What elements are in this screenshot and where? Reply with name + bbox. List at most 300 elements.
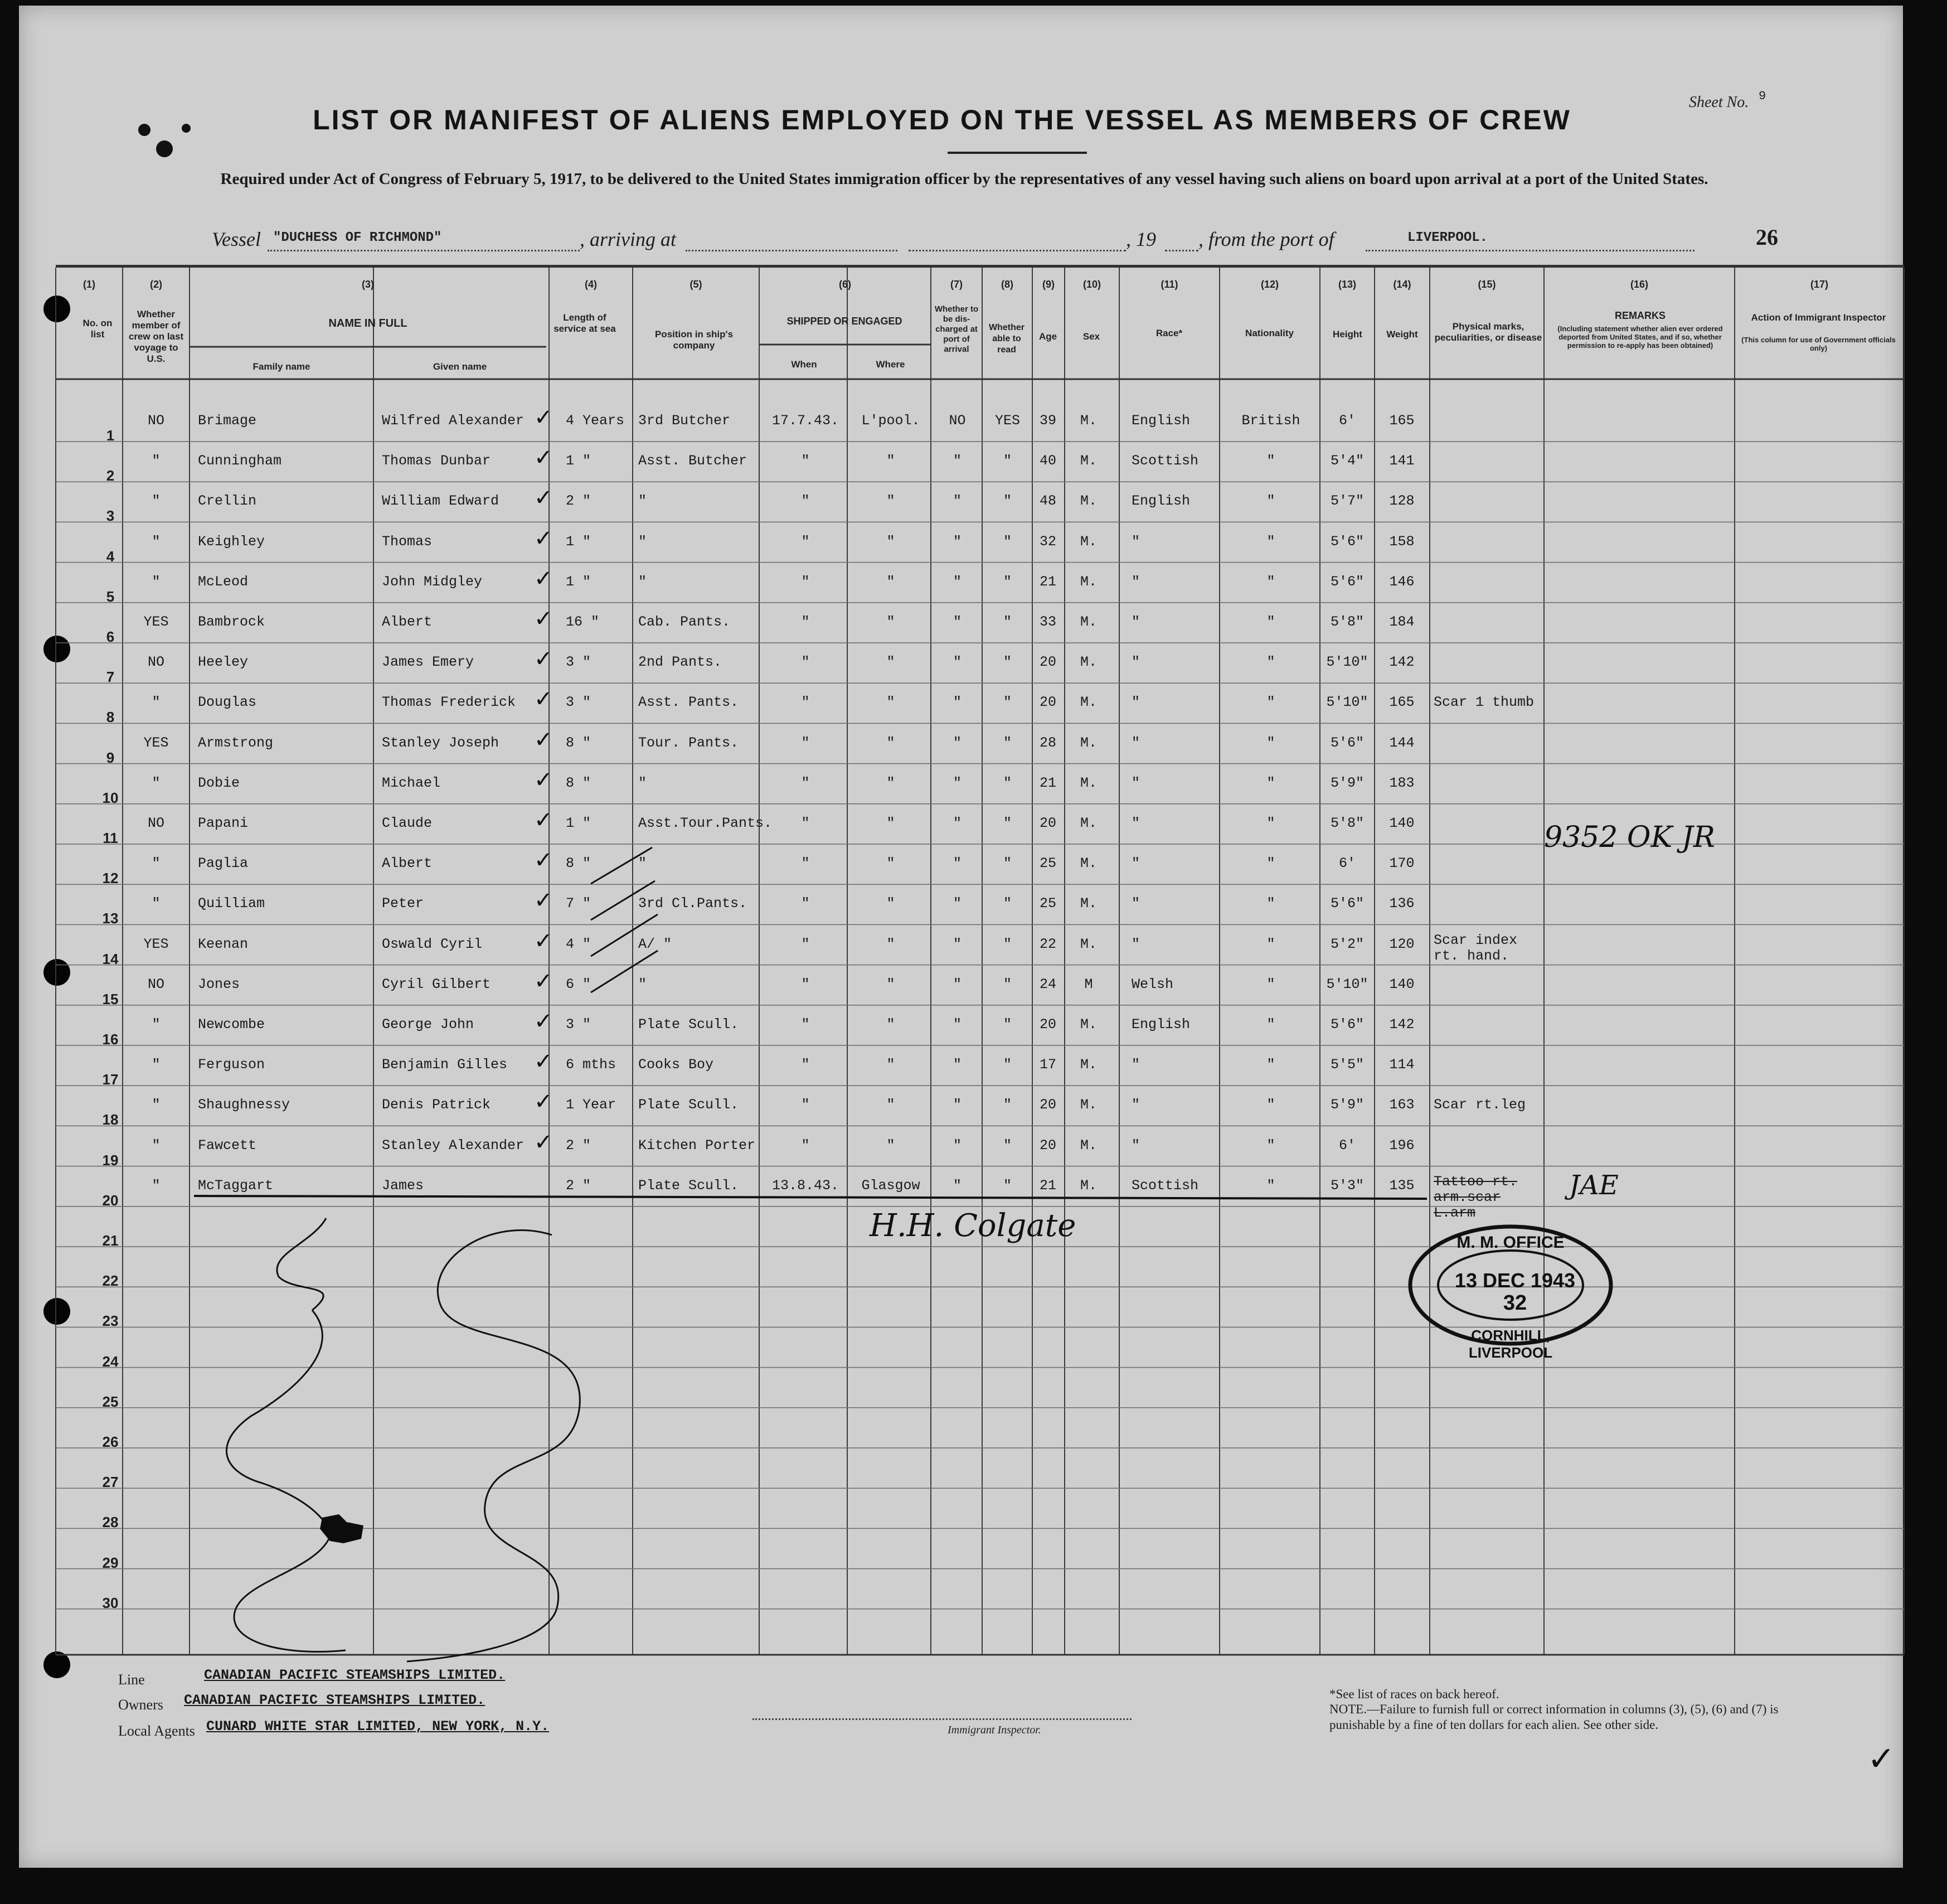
owners-label: Owners [118,1697,163,1713]
age-cell: 24 [1039,976,1056,992]
weight-cell: 184 [1389,614,1415,630]
able-read-cell: " [1003,855,1012,872]
weight-cell: 128 [1389,493,1415,510]
able-read-cell: " [1003,936,1012,952]
length-service-cell: 1 " [566,533,591,550]
sex-cell: M. [1080,815,1097,831]
length-service-cell: 1 " [566,815,591,831]
age-cell: 25 [1039,855,1056,872]
family-name-cell: Douglas [198,694,257,711]
race-cell: " [1132,1057,1140,1073]
shipped-where-cell: " [886,1016,895,1033]
race-cell: " [1132,694,1140,711]
sex-cell: M [1084,976,1093,992]
whether-crew-cell: " [152,1137,161,1154]
row-number: 8 [106,709,115,726]
position-cell: Asst. Pants. [638,694,739,711]
race-cell: " [1132,855,1140,872]
weight-cell: 136 [1389,895,1415,912]
line-label: Line [118,1672,145,1688]
header-physical: Physical marks, peculiarities, or disease [1434,321,1542,343]
weight-cell: 196 [1389,1137,1415,1154]
stamp-top: M. M. OFFICE [1456,1233,1565,1252]
race-cell: " [1132,573,1140,590]
age-cell: 48 [1039,493,1056,510]
family-name-cell: Brimage [198,413,257,429]
physical-marks-cell: Tattoo rt. arm.scar L.arm [1434,1173,1518,1221]
row-number: 3 [106,507,115,525]
able-read-cell: " [1003,815,1012,831]
sex-cell: M. [1080,774,1097,791]
able-read-cell: " [1003,1177,1012,1194]
age-cell: 32 [1039,533,1056,550]
height-cell: 5'9" [1330,1097,1364,1113]
position-cell: " [638,573,647,590]
height-cell: 6' [1338,855,1356,872]
able-read-cell: " [1003,895,1012,912]
sex-cell: M. [1080,855,1097,872]
checkmark-icon: ✓ [534,807,553,833]
column-number: (14) [1393,279,1411,290]
whether-crew-cell: " [152,1016,161,1033]
family-name-cell: McTaggart [198,1177,274,1194]
shipped-where-cell: " [886,734,895,751]
inspector-label: Immigrant Inspector. [948,1724,1041,1736]
shipped-where-cell: " [886,895,895,912]
race-cell: " [1132,734,1140,751]
whether-crew-cell: " [152,694,161,711]
shipped-when-cell: " [801,654,810,671]
able-read-cell: " [1003,453,1012,469]
checkmark-icon: ✓ [534,1009,553,1034]
shipped-when-cell: " [801,1097,810,1113]
given-name-cell: John Midgley [382,573,483,590]
column-number: (2) [150,279,162,290]
shipped-when-cell: " [801,694,810,711]
height-cell: 6' [1338,1137,1356,1154]
family-name-cell: Papani [198,815,249,831]
able-read-cell: " [1003,533,1012,550]
shipped-where-cell: " [886,533,895,550]
nationality-cell: " [1266,1016,1275,1033]
nationality-cell: " [1266,734,1275,751]
whether-crew-cell: NO [147,976,164,992]
sex-cell: M. [1080,1137,1097,1154]
length-service-cell: 1 " [566,453,591,469]
age-cell: 40 [1039,453,1056,469]
length-service-cell: 7 " [566,895,591,912]
header-name-in-full: NAME IN FULL [328,317,407,330]
age-cell: 20 [1039,815,1056,831]
whether-crew-cell: " [152,1057,161,1073]
page-title: LIST OR MANIFEST OF ALIENS EMPLOYED ON THE VESSEL AS MEMBERS OF CREW [313,104,1571,135]
given-name-cell: Benjamin Gilles [382,1057,508,1073]
height-cell: 5'10" [1326,976,1368,992]
family-name-cell: McLeod [198,573,249,590]
given-name-cell: Albert [382,855,433,872]
row-number: 2 [106,467,115,485]
nationality-cell: " [1266,1057,1275,1073]
checkmark-icon: ✓ [534,405,553,430]
checkmark-icon: ✓ [534,847,553,874]
whether-crew-cell: " [152,855,161,872]
sex-cell: M. [1080,1177,1097,1194]
given-name-cell: George John [382,1016,474,1033]
whether-crew-cell: NO [147,654,164,671]
arriving-label: , arriving at [580,228,677,250]
weight-cell: 165 [1389,413,1415,429]
given-name-cell: Peter [382,895,424,912]
height-cell: 5'4" [1330,453,1364,469]
row-number: 28 [102,1514,119,1531]
checkmark-icon: ✓ [534,928,553,954]
physical-marks-cell: Scar 1 thumb [1434,694,1535,711]
shipped-where-cell: " [886,1137,895,1154]
age-cell: 28 [1039,734,1056,751]
year-label: , 19 [1126,228,1156,250]
strike-row-20 [194,1196,1427,1199]
age-cell: 20 [1039,694,1056,711]
age-cell: 39 [1039,413,1056,429]
height-cell: 5'6" [1330,533,1364,550]
sex-cell: M. [1080,1097,1097,1113]
discharged-cell: " [953,734,962,751]
row-number: 10 [102,789,119,806]
weight-cell: 170 [1389,855,1415,872]
sex-cell: M. [1080,573,1097,590]
race-cell: " [1132,815,1140,831]
given-name-cell: Thomas Frederick [382,694,516,711]
stamp-number: 32 [1503,1291,1527,1315]
race-cell: Welsh [1132,976,1174,992]
row-number: 22 [102,1272,119,1290]
whether-crew-cell: " [152,1177,161,1194]
length-service-cell: 2 " [566,493,591,510]
family-name-cell: Paglia [198,855,249,872]
age-cell: 21 [1039,573,1056,590]
checkmark-icon: ✓ [534,525,553,551]
physical-marks-cell: Scar index rt. hand. [1434,932,1518,964]
row-number: 20 [102,1191,119,1209]
shipped-when-cell: " [801,1137,810,1154]
length-service-cell: 4 Years [566,413,625,429]
shipped-where-cell: " [886,976,895,992]
whether-crew-cell: " [152,453,161,469]
header-nationality: Nationality [1245,328,1294,338]
shipped-when-cell: " [801,533,810,550]
column-number: (13) [1338,279,1356,290]
race-cell: " [1132,1097,1140,1113]
whether-crew-cell: YES [143,734,169,751]
able-read-cell: " [1003,654,1012,671]
shipped-where-cell: L'pool. [861,413,920,429]
row-number: 18 [102,1111,119,1128]
shipped-when-cell: " [801,855,810,872]
header-action: Action of Immigrant Inspector [1751,312,1886,323]
shipped-where-cell: " [886,815,895,831]
sheet-label: Sheet No. [1689,94,1749,111]
position-cell: Plate Scull. [638,1097,739,1113]
checkmark-icon: ✓ [534,445,553,471]
height-cell: 5'7" [1330,493,1364,510]
height-cell: 5'8" [1330,614,1364,630]
column-number: (10) [1082,279,1101,290]
agents-label: Local Agents [118,1723,195,1739]
position-cell: " [638,774,647,791]
age-cell: 33 [1039,614,1056,630]
shipped-when-cell: " [801,815,810,831]
row-number: 17 [102,1071,119,1088]
family-name-cell: Armstrong [198,734,274,751]
discharged-cell: " [953,1057,962,1073]
row-number: 19 [102,1151,119,1169]
row-number: 6 [106,628,115,645]
length-service-cell: 6 mths [566,1057,616,1073]
whether-crew-cell: " [152,573,161,590]
family-name-cell: Ferguson [198,1057,265,1073]
discharged-cell: " [953,1137,962,1154]
column-number: (4) [585,279,597,290]
discharged-cell: " [953,453,962,469]
height-cell: 5'9" [1330,774,1364,791]
checkmark-icon: ✓ [534,646,553,672]
race-cell: " [1132,1137,1140,1154]
physical-marks-cell: Scar rt.leg [1434,1097,1526,1113]
header-given-name: Given name [433,361,487,372]
position-cell: " [638,493,647,510]
length-service-cell: 1 Year [566,1097,616,1113]
sex-cell: M. [1080,734,1097,751]
row-number: 14 [102,950,119,967]
sex-cell: M. [1080,614,1097,630]
sex-cell: M. [1080,493,1097,510]
age-cell: 20 [1039,1097,1056,1113]
checkmark-icon: ✓ [534,726,553,753]
height-cell: 6' [1338,413,1356,429]
sex-cell: M. [1080,1016,1097,1033]
nationality-cell: " [1266,533,1275,550]
sex-cell: M. [1080,413,1097,429]
row-number: 23 [102,1312,119,1330]
given-name-cell: Stanley Joseph [382,734,499,751]
port-name: LIVERPOOL. [1407,230,1488,245]
able-read-cell: " [1003,1097,1012,1113]
whether-crew-cell: YES [143,936,169,952]
given-name-cell: Claude [382,815,433,831]
column-number: (11) [1161,279,1178,290]
position-cell: 3rd Butcher [638,413,731,429]
shipped-where-cell: " [886,1057,895,1073]
ink-blot [320,1514,363,1543]
length-service-cell: 16 " [566,614,600,630]
nationality-cell: " [1266,1137,1275,1154]
whether-crew-cell: " [152,774,161,791]
height-cell: 5'8" [1330,815,1364,831]
whether-crew-cell: YES [143,614,169,630]
races-note: *See list of races on back hereof. [1329,1687,1499,1701]
checkmark-icon: ✓ [534,888,553,914]
weight-cell: 114 [1389,1057,1415,1073]
check-strokes [591,847,658,992]
row-number: 30 [102,1594,119,1611]
shipped-where-cell: " [886,774,895,791]
inspector-signature: H.H. Colgate [870,1208,1076,1244]
header-discharged: Whether to be dis- charged at port of arrival [934,304,979,354]
length-service-cell: 3 " [566,654,591,671]
length-service-cell: 3 " [566,694,591,711]
checkmark-icon: ✓ [534,485,553,511]
nationality-cell: " [1266,774,1275,791]
whether-crew-cell: NO [147,815,164,831]
shipped-when-cell: " [801,895,810,912]
row-number: 15 [102,990,119,1007]
shipped-when-cell: " [801,493,810,510]
age-cell: 20 [1039,1137,1056,1154]
height-cell: 5'6" [1330,895,1364,912]
row-number: 13 [102,910,119,927]
height-cell: 5'10" [1326,694,1368,711]
discharged-cell: NO [949,413,966,429]
weight-cell: 183 [1389,774,1415,791]
height-cell: 5'5" [1330,1057,1364,1073]
position-cell: " [638,533,647,550]
header-position: Position in ship's company [654,329,734,351]
family-name-cell: Crellin [198,493,257,510]
able-read-cell: " [1003,614,1012,630]
shipped-when-cell: " [801,573,810,590]
sheet-number: 26 [1756,225,1778,250]
column-number: (15) [1478,279,1496,290]
discharged-cell: " [953,855,962,872]
nationality-cell: " [1266,895,1275,912]
length-service-cell: 2 " [566,1177,591,1194]
given-name-cell: Thomas [382,533,433,550]
column-number: (8) [1001,279,1013,290]
weight-cell: 163 [1389,1097,1415,1113]
nationality-cell: " [1266,493,1275,510]
height-cell: 5'2" [1330,936,1364,952]
header-no-on-list: No. on list [82,318,113,340]
sex-cell: M. [1080,694,1097,711]
height-cell: 5'6" [1330,734,1364,751]
owners-value: CANADIAN PACIFIC STEAMSHIPS LIMITED. [184,1692,485,1708]
discharged-cell: " [953,533,962,550]
vessel-label: Vessel [212,228,261,250]
age-cell: 21 [1039,774,1056,791]
weight-cell: 120 [1389,936,1415,952]
weight-cell: 165 [1389,694,1415,711]
age-cell: 25 [1039,895,1056,912]
position-cell: Kitchen Porter [638,1137,756,1154]
stamp-date: 13 DEC 1943 [1454,1269,1576,1292]
sex-cell: M. [1080,1057,1097,1073]
age-cell: 17 [1039,1057,1056,1073]
race-cell: " [1132,533,1140,550]
length-service-cell: 6 " [566,976,591,992]
able-read-cell: " [1003,573,1012,590]
race-cell: Scottish [1132,1177,1199,1194]
able-read-cell: " [1003,493,1012,510]
stamp-bottom: CORNHILL, LIVERPOOL [1468,1327,1553,1361]
given-name-cell: Cyril Gilbert [382,976,491,992]
position-cell: Asst.Tour.Pants. [638,815,773,831]
shipped-where-cell: " [886,453,895,469]
shipped-when-cell: " [801,614,810,630]
header-where: Where [876,359,905,370]
discharged-cell: " [953,774,962,791]
checkmark-icon: ✓ [534,1129,553,1155]
agents-value: CUNARD WHITE STAR LIMITED, NEW YORK, N.Y. [206,1718,550,1735]
family-name-cell: Heeley [198,654,249,671]
sex-cell: M. [1080,654,1097,671]
height-cell: 5'3" [1330,1177,1364,1194]
column-number: (6) [839,279,851,290]
row-number: 5 [106,588,115,605]
sex-cell: M. [1080,936,1097,952]
nationality-cell: " [1266,1177,1275,1194]
family-name-cell: Newcombe [198,1016,265,1033]
sex-cell: M. [1080,895,1097,912]
discharged-cell: " [953,614,962,630]
nationality-cell: " [1266,694,1275,711]
checkmark-icon: ✓ [534,606,553,632]
shipped-where-cell: " [886,694,895,711]
nationality-cell: " [1266,976,1275,992]
given-name-cell: Oswald Cyril [382,936,483,952]
header-weight: Weight [1386,329,1418,340]
header-able-read: Whether able to read [989,323,1025,355]
position-cell: 3rd Cl.Pants. [638,895,747,912]
family-name-cell: Quilliam [198,895,265,912]
header-length-service: Length of service at sea [553,312,616,334]
nationality-cell: " [1266,815,1275,831]
discharged-cell: " [953,1016,962,1033]
nationality-cell: " [1266,855,1275,872]
nationality-cell: British [1241,413,1300,429]
race-cell: " [1132,614,1140,630]
header-height: Height [1333,329,1362,340]
row-number: 16 [102,1031,119,1048]
discharged-cell: " [953,654,962,671]
age-cell: 22 [1039,936,1056,952]
header-when: When [791,359,817,370]
given-name-cell: Thomas Dunbar [382,453,491,469]
column-number: (5) [690,279,702,290]
discharged-cell: " [953,1097,962,1113]
position-cell: " [638,976,647,992]
weight-cell: 146 [1389,573,1415,590]
row-number: 26 [102,1433,119,1450]
length-service-cell: 4 " [566,936,591,952]
penalty-note: NOTE.—Failure to furnish full or correct information in columns (3), (5), (6) and (7) is punishable by a fine of ten dollars for each alien. See other side. [1329,1702,1779,1732]
race-cell: English [1132,493,1191,510]
shipped-where-cell: " [886,493,895,510]
position-cell: Plate Scull. [638,1016,739,1033]
nationality-cell: " [1266,1097,1275,1113]
header-family-name: Family name [253,361,310,372]
able-read-cell: " [1003,976,1012,992]
column-number: (17) [1810,279,1828,290]
shipped-where-cell: " [886,936,895,952]
row-number: 25 [102,1393,119,1410]
sex-cell: M. [1080,533,1097,550]
given-name-cell: Albert [382,614,433,630]
checkmark-icon: ✓ [534,565,553,592]
column-number: (16) [1630,279,1648,290]
race-cell: " [1132,774,1140,791]
row-number: 12 [102,870,119,887]
position-cell: Cooks Boy [638,1057,714,1073]
